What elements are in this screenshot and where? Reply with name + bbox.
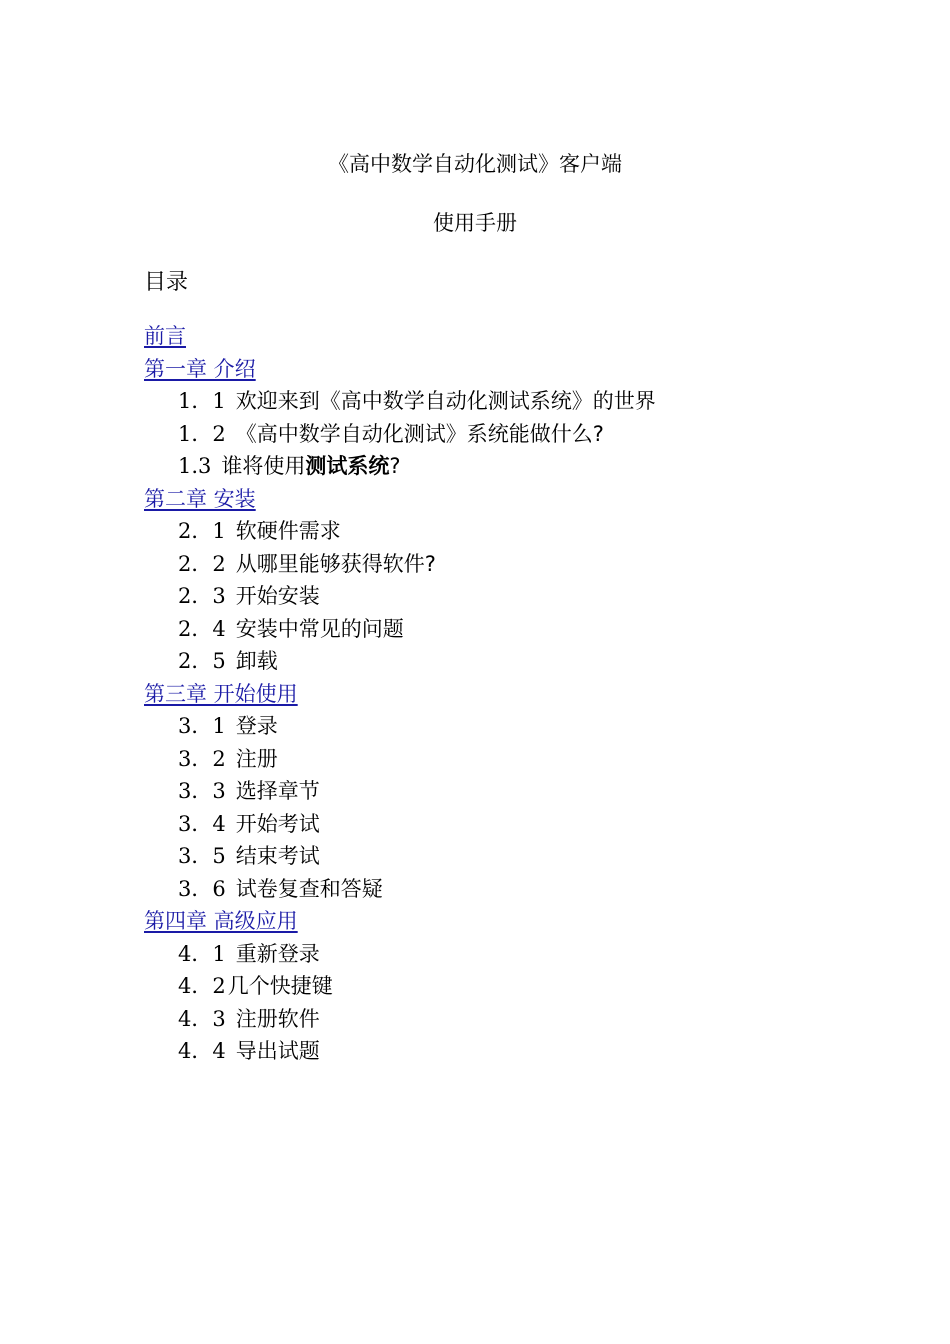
toc-section-3-3: [144, 775, 844, 808]
section-number: 4．1: [178, 941, 226, 966]
toc-link-preface[interactable]: 前言: [144, 324, 186, 348]
section-title: 几个快捷键: [227, 974, 333, 998]
table-of-contents: [144, 320, 844, 1068]
toc-section-2-3: [144, 580, 844, 613]
section-title: 注册软件: [235, 1006, 320, 1031]
section-title: [221, 454, 400, 478]
section-number: 3．1: [178, 714, 226, 738]
toc-link-chapter-2[interactable]: 第二章 安装: [144, 486, 256, 511]
section-title: 重新登录: [235, 941, 320, 966]
toc-section-2-4: [144, 613, 844, 646]
section-number: 1.3: [178, 454, 212, 478]
toc-section-2-1: [144, 515, 844, 548]
section-title: 软硬件需求: [235, 519, 341, 543]
section-title: 安装中常见的问题: [235, 616, 404, 641]
section-number: 4．3: [178, 1006, 226, 1031]
section-title-suffix: ?: [389, 454, 401, 478]
section-number: 2．3: [178, 584, 226, 608]
toc-preface: [144, 320, 844, 353]
section-number: 2．5: [178, 649, 226, 673]
toc-link-chapter-4[interactable]: 第四章 高级应用: [144, 909, 298, 933]
section-number: 3．5: [178, 844, 226, 868]
section-title: 注册: [235, 746, 278, 771]
section-title: 《高中数学自动化测试》系统能做什么?: [235, 421, 604, 446]
section-title: 开始考试: [235, 811, 320, 836]
section-title: 结束考试: [235, 844, 320, 868]
toc-section-1-3: [144, 450, 844, 483]
toc-chapter-3: [144, 678, 844, 711]
section-title: 试卷复查和答疑: [235, 876, 383, 901]
toc-section-3-2: [144, 743, 844, 776]
section-title: 选择章节: [235, 779, 320, 803]
section-number: 1．2: [178, 421, 226, 446]
section-number: 4．2: [178, 974, 226, 998]
section-number: 2．2: [178, 551, 226, 576]
toc-link-chapter-1[interactable]: 第一章 介绍: [144, 356, 256, 381]
section-number: 2．1: [178, 519, 226, 543]
document-subtitle: 使用手册: [433, 211, 517, 235]
toc-link-chapter-3[interactable]: 第三章 开始使用: [144, 681, 298, 706]
toc-section-4-1: [144, 938, 844, 971]
section-number: 4．4: [178, 1039, 226, 1063]
section-title: 开始安装: [235, 584, 320, 608]
toc-section-4-4: [144, 1035, 844, 1068]
toc-section-3-4: [144, 808, 844, 841]
toc-chapter-4: [144, 905, 844, 938]
section-title: 欢迎来到《高中数学自动化测试系统》的世界: [235, 389, 656, 413]
toc-section-2-5: [144, 645, 844, 678]
toc-section-3-5: [144, 840, 844, 873]
section-title-bold: 测试系统: [305, 454, 390, 478]
toc-section-3-6: [144, 873, 844, 906]
section-number: 3．6: [178, 876, 226, 901]
toc-section-4-3: [144, 1003, 844, 1036]
document-title: 《高中数学自动化测试》客户端: [328, 152, 622, 176]
toc-section-2-2: [144, 548, 844, 581]
section-title: 从哪里能够获得软件?: [235, 551, 436, 576]
toc-section-1-1: [144, 385, 844, 418]
toc-section-3-1: [144, 710, 844, 743]
section-number: 3．3: [178, 779, 226, 803]
toc-chapter-2: [144, 483, 844, 516]
toc-section-1-2: [144, 418, 844, 451]
section-title: 登录: [235, 714, 278, 738]
section-number: 3．2: [178, 746, 226, 771]
section-title-prefix: 谁将使用: [221, 454, 306, 478]
toc-chapter-1: [144, 353, 844, 386]
toc-section-4-2: [144, 970, 844, 1003]
section-number: 3．4: [178, 811, 226, 836]
toc-heading: 目录: [144, 270, 189, 295]
section-number: 2．4: [178, 616, 226, 641]
section-title: 导出试题: [235, 1039, 320, 1063]
section-title: 卸载: [235, 649, 278, 673]
section-number: 1．1: [178, 389, 226, 413]
